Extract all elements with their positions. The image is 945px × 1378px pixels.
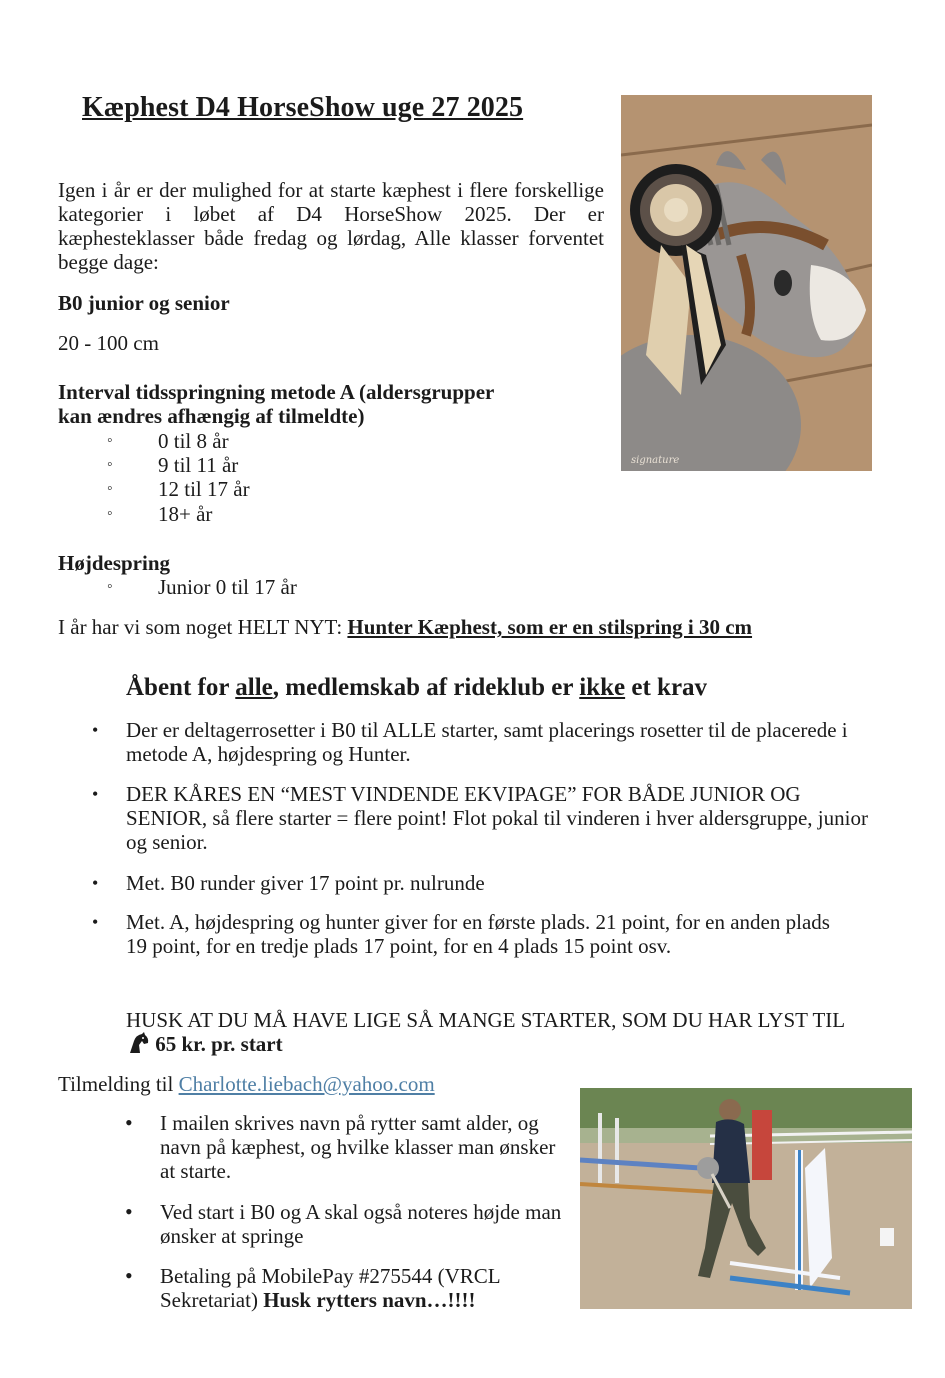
open-part3: et krav xyxy=(625,674,708,701)
age-group: 18+ år xyxy=(158,502,213,526)
age-group: 12 til 17 år xyxy=(158,477,250,501)
svg-text:signature: signature xyxy=(631,455,680,466)
instruction-text: Betaling på MobilePay #275544 (VRCL Sekretariat) xyxy=(160,1264,500,1312)
instruction-item xyxy=(160,1200,570,1248)
news-prefix: I år har vi som noget HELT NYT: xyxy=(58,615,348,639)
open-alle: alle xyxy=(235,674,273,701)
interval-heading-line2: kan ændres afhængig af tilmeldte) xyxy=(58,404,365,428)
circle-bullet: ◦ xyxy=(107,480,113,497)
intro-paragraph: Igen i år er der mulighed for at starte kæphest i flere forskellige kategorier i løbet af D4 HorseShow 2025. Der er kæphesteklasser både fredag og lørdag, Alle klasser forventet begge dage: xyxy=(58,178,604,274)
bullet-dot: • xyxy=(125,1110,133,1135)
instruction-item xyxy=(160,1111,570,1183)
age-group: 0 til 8 år xyxy=(158,429,229,453)
news-highlight: Hunter Kæphest, som er en stilspring i 30 cm xyxy=(347,615,753,639)
circle-bullet: ◦ xyxy=(107,578,113,595)
bullet-dot: • xyxy=(92,912,99,932)
info-bullet: Der er deltagerrosetter i B0 til ALLE starter, samt placerings rosetter til de placerede i metode A, højdespring og Hunter. xyxy=(126,718,848,766)
page-title: Kæphest D4 HorseShow uge 27 2025 xyxy=(82,92,524,123)
age-group: 9 til 11 år xyxy=(158,453,239,477)
open-ikke: ikke xyxy=(579,674,626,701)
open-part1: Åbent for xyxy=(126,674,236,701)
email-link[interactable]: Charlotte.liebach@yahoo.com xyxy=(178,1072,435,1096)
interval-heading-line1: Interval tidsspringning metode A (aldersgrupper xyxy=(58,380,495,404)
rider-jumping-photo xyxy=(580,1088,912,1309)
hobby-horse-photo xyxy=(621,95,872,471)
registration-label: Tilmelding til xyxy=(58,1072,179,1096)
instruction-bold: Husk rytters navn…!!!! xyxy=(263,1288,476,1312)
circle-bullet: ◦ xyxy=(107,456,113,473)
horse-head-icon xyxy=(126,1032,150,1054)
info-bullet: DER KÅRES EN “MEST VINDENDE EKVIPAGE” FOR BÅDE JUNIOR OG SENIOR, så flere starter = flere point! Flot pokal til vinderen i hver aldersgruppe, junior og senior. xyxy=(126,782,868,854)
bullet-dot: • xyxy=(92,720,99,740)
open-part2: , medlemskab af rideklub er xyxy=(272,674,580,701)
b0-heading: B0 junior og senior xyxy=(58,291,230,315)
bullet-dot: • xyxy=(125,1199,133,1224)
reminder xyxy=(126,1008,871,1056)
hojdespring-heading: Højdespring xyxy=(58,551,171,575)
reminder-text: HUSK AT DU MÅ HAVE LIGE SÅ MANGE STARTER, SOM DU HAR LYST TIL xyxy=(126,1008,845,1032)
bullet-dot: • xyxy=(92,784,99,804)
info-bullet: Met. A, højdespring og hunter giver for en første plads. 21 point, for en anden plads 19 point, for en tredje plads 17 point, for en 4 plads 15 point osv. xyxy=(126,910,830,958)
bullet-dot: • xyxy=(125,1263,133,1288)
registration-line xyxy=(58,1072,435,1096)
circle-bullet: ◦ xyxy=(107,505,113,522)
reminder-price: 65 kr. pr. start xyxy=(155,1032,283,1056)
instruction-text: I mailen skrives navn på rytter samt alder, og navn på kæphest, og hvilke klasser man ønsker at starte. xyxy=(160,1111,556,1183)
circle-bullet: ◦ xyxy=(107,432,113,449)
instruction-text: Ved start i B0 og A skal også noteres højde man ønsker at springe xyxy=(160,1200,562,1248)
instruction-item xyxy=(160,1264,570,1312)
b0-range: 20 - 100 cm xyxy=(58,331,159,355)
news-line xyxy=(58,615,752,639)
bullet-dot: • xyxy=(92,873,99,893)
info-bullet: Met. B0 runder giver 17 point pr. nulrunde xyxy=(126,871,485,895)
hojdespring-group: Junior 0 til 17 år xyxy=(158,575,297,599)
open-heading xyxy=(126,674,707,702)
